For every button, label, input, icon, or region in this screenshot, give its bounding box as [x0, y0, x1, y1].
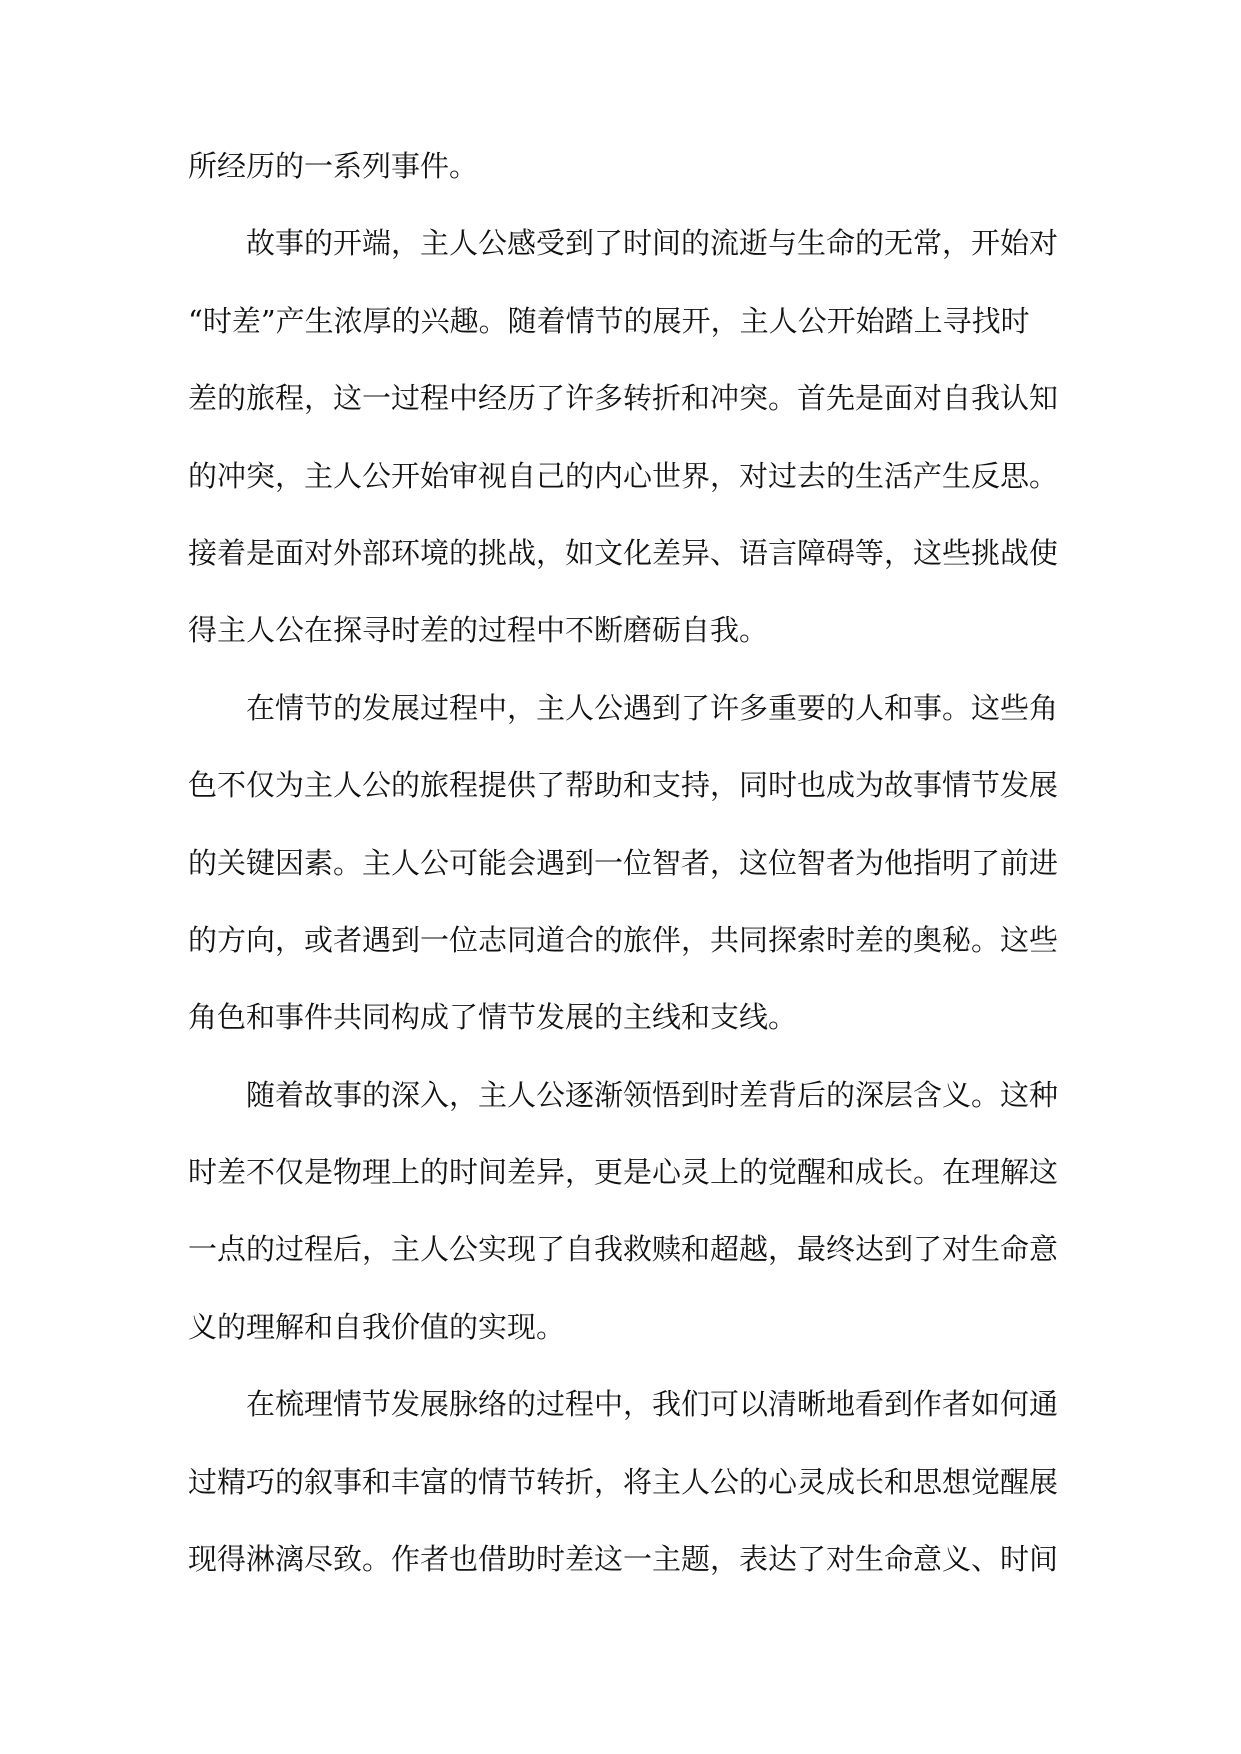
text-line: 的方向，或者遇到一位志同道合的旅伴，共同探索时差的奥秘。这些 [188, 922, 1059, 957]
text-line: 义的理解和自我价值的实现。 [188, 1309, 566, 1344]
text-line: 的冲突，主人公开始审视自己的内心世界，对过去的生活产生反思。 [188, 458, 1059, 493]
text-line: 的关键因素。主人公可能会遇到一位智者，这位智者为他指明了前进 [188, 845, 1059, 880]
paragraph-start-line: 在情节的发展过程中，主人公遇到了许多重要的人和事。这些角 [246, 690, 1059, 725]
paragraph-start-line: 故事的开端，主人公感受到了时间的流逝与生命的无常，开始对 [246, 226, 1059, 261]
text-line: 角色和事件共同构成了情节发展的主线和支线。 [188, 1000, 798, 1035]
text-line: 过精巧的叙事和丰富的情节转折，将主人公的心灵成长和思想觉醒展 [188, 1464, 1059, 1499]
paragraph-start-line: 在梳理情节发展脉络的过程中，我们可以清晰地看到作者如何通 [246, 1387, 1059, 1422]
text-line: 差的旅程，这一过程中经历了许多转折和冲突。首先是面对自我认知 [188, 381, 1059, 416]
text-line: 色不仅为主人公的旅程提供了帮助和支持，同时也成为故事情节发展 [188, 768, 1059, 803]
text-line: 得主人公在探寻时差的过程中不断磨砺自我。 [188, 613, 769, 648]
text-line: 接着是面对外部环境的挑战，如文化差异、语言障碍等，这些挑战使 [188, 535, 1059, 570]
paragraph-start-line: 随着故事的深入，主人公逐渐领悟到时差背后的深层含义。这种 [246, 1077, 1059, 1112]
body-text [188, 146, 1058, 1616]
text-line: “时差”产生浓厚的兴趣。随着情节的展开，主人公开始踏上寻找时 [188, 303, 1030, 338]
text-line: 一点的过程后，主人公实现了自我救赎和超越，最终达到了对生命意 [188, 1232, 1059, 1267]
text-line: 所经历的一系列事件。 [188, 149, 479, 183]
text-line: 现得淋漓尽致。作者也借助时差这一主题，表达了对生命意义、时间 [188, 1542, 1059, 1577]
text-line: 时差不仅是物理上的时间差异，更是心灵上的觉醒和成长。在理解这 [188, 1155, 1059, 1190]
